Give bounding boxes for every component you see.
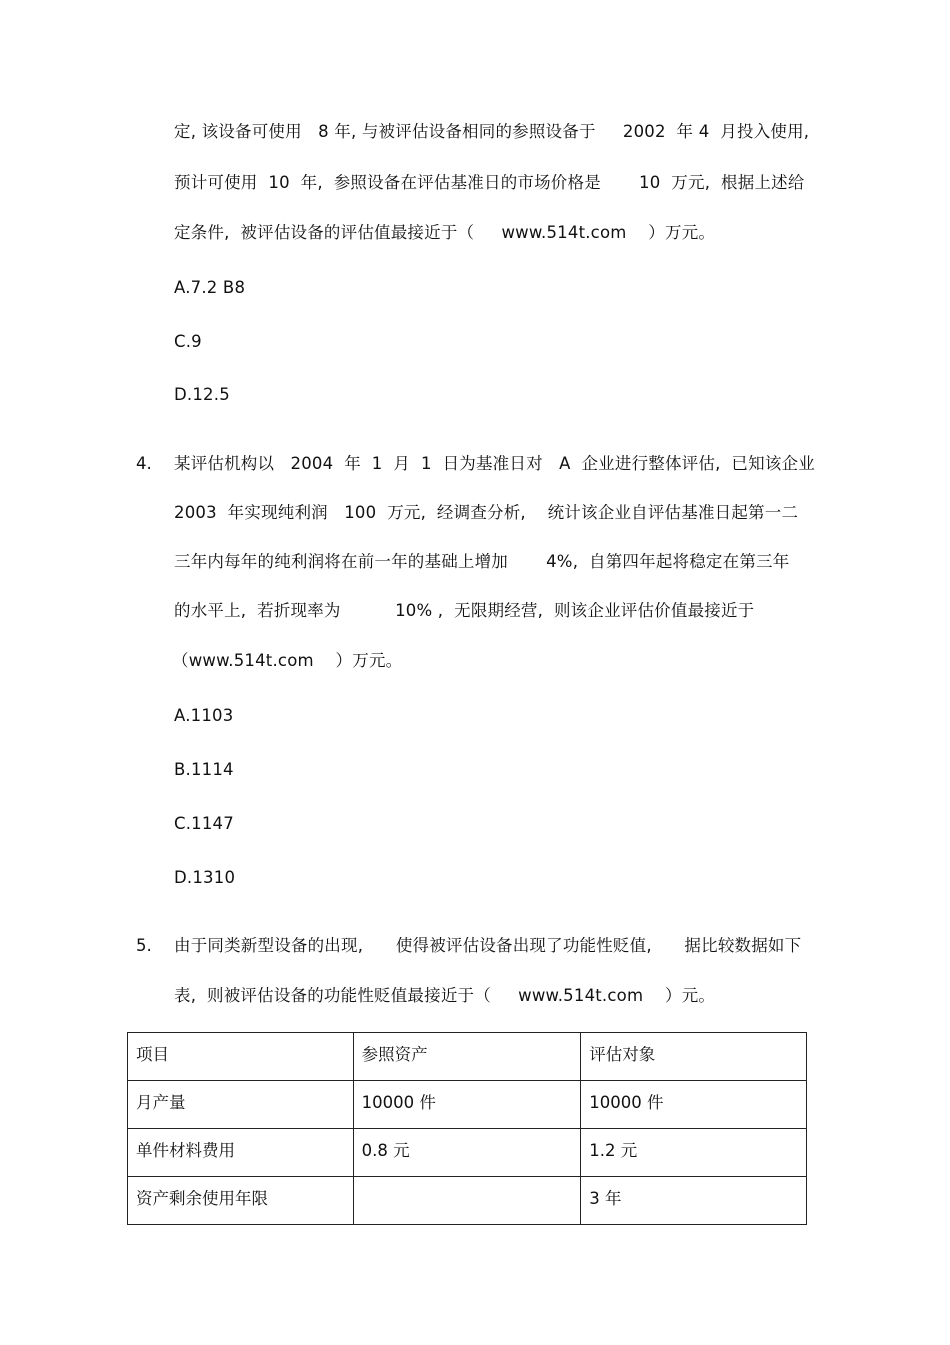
- q5-number: 5.: [136, 936, 152, 955]
- table-cell: 0.8 元: [353, 1129, 581, 1177]
- q5-text-line-1: 由于同类新型设备的出现, 使得被评估设备出现了功能性贬值, 据比较数据如下: [174, 936, 802, 955]
- q3-option-a-b: A.7.2 B8: [174, 278, 246, 297]
- table-cell: 10000 件: [353, 1081, 581, 1129]
- q4-number: 4.: [136, 454, 152, 473]
- table-cell: 项目: [128, 1033, 354, 1081]
- table-row: [128, 1033, 807, 1081]
- table-cell: 资产剩余使用年限: [128, 1177, 354, 1225]
- q4-option-b: B.1114: [174, 760, 234, 779]
- q4-option-c: C.1147: [174, 814, 234, 833]
- table-cell: 评估对象: [581, 1033, 807, 1081]
- table-row: [128, 1177, 807, 1225]
- q3-text-line-2: 预计可使用 10 年, 参照设备在评估基准日的市场价格是 10 万元, 根据上述给: [174, 173, 805, 192]
- table-row: [128, 1081, 807, 1129]
- q5-text-line-2: 表, 则被评估设备的功能性贬值最接近于（ www.514t.com ）元。: [174, 986, 716, 1005]
- table-cell: 1.2 元: [581, 1129, 807, 1177]
- table-row: [128, 1129, 807, 1177]
- q4-text-line-3: 三年内每年的纯利润将在前一年的基础上增加 4%, 自第四年起将稳定在第三年: [174, 552, 790, 571]
- table-cell: 参照资产: [353, 1033, 581, 1081]
- q4-text-line-2: 2003 年实现纯利润 100 万元, 经调查分析, 统计该企业自评估基准日起第一二: [174, 503, 799, 522]
- table-cell: [353, 1177, 581, 1225]
- q4-text-line-5: （www.514t.com ）万元。: [172, 651, 403, 670]
- table-cell: 月产量: [128, 1081, 354, 1129]
- comparison-table: [127, 1032, 807, 1225]
- table-cell: 3 年: [581, 1177, 807, 1225]
- q4-option-d: D.1310: [174, 868, 236, 887]
- table-cell: 单件材料费用: [128, 1129, 354, 1177]
- q4-text-line-1: 某评估机构以 2004 年 1 月 1 日为基准日对 A 企业进行整体评估, 已知该企业: [174, 454, 815, 473]
- q4-option-a: A.1103: [174, 706, 234, 725]
- q4-text-line-4: 的水平上, 若折现率为 10% , 无限期经营, 则该企业评估价值最接近于: [174, 601, 755, 620]
- q3-text-line-1: 定, 该设备可使用 8 年, 与被评估设备相同的参照设备于 2002 年 4 月投入使用,: [174, 122, 810, 141]
- table-cell: 10000 件: [581, 1081, 807, 1129]
- q3-text-line-3: 定条件, 被评估设备的评估值最接近于（ www.514t.com ）万元。: [174, 223, 716, 242]
- q3-option-d: D.12.5: [174, 385, 230, 404]
- q3-option-c: C.9: [174, 332, 202, 351]
